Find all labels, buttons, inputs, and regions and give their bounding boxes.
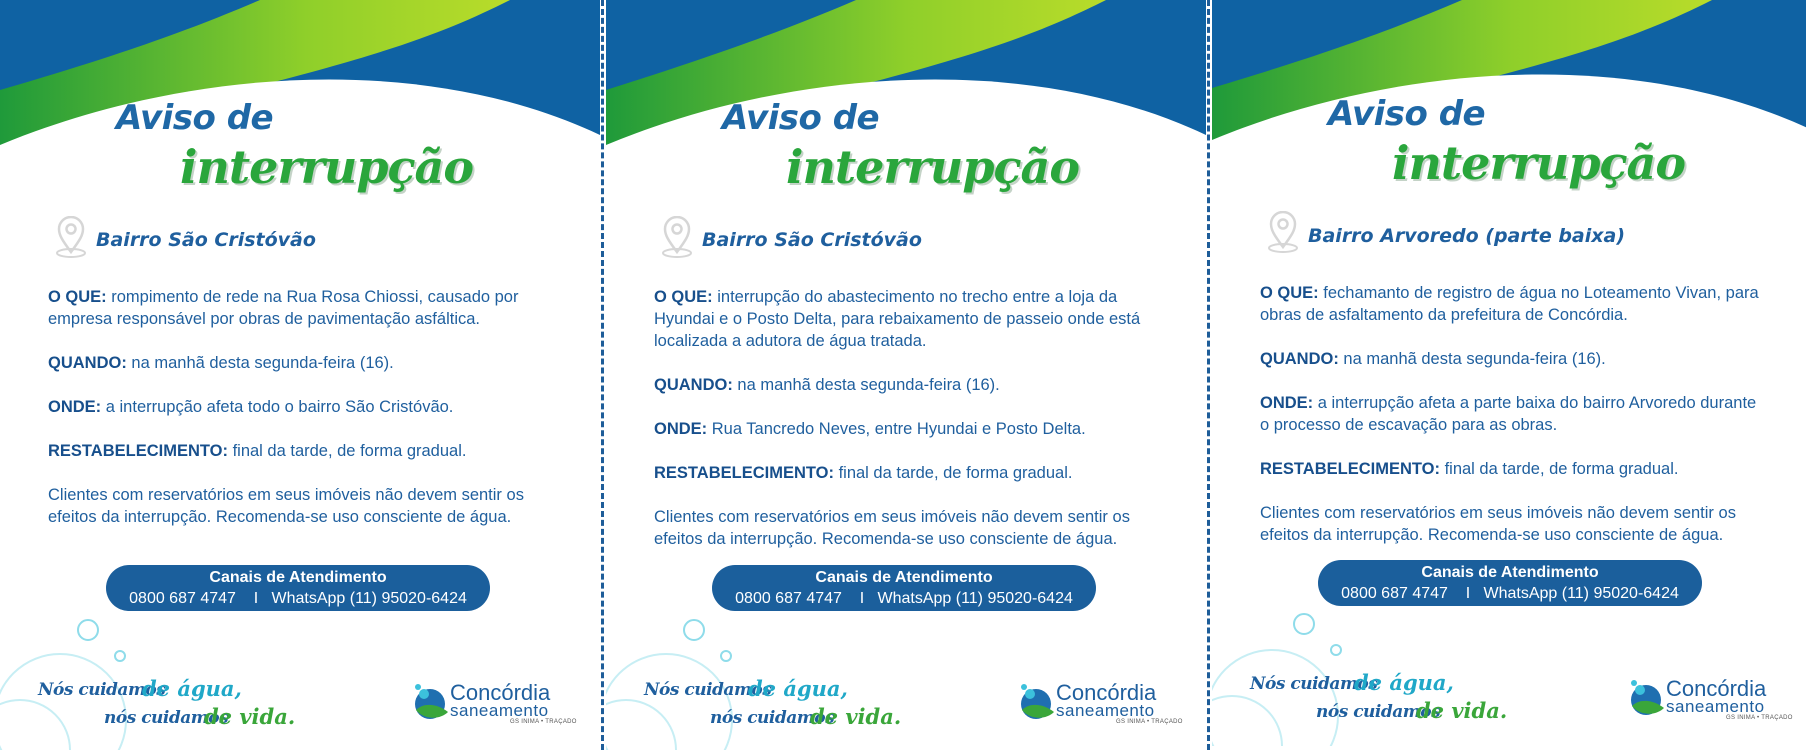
channels-contacts: 0800 687 4747 I WhatsApp (11) 95020-6424: [1341, 585, 1679, 602]
restore-text: final da tarde, de forma gradual.: [833, 464, 1073, 482]
notice-details: [654, 286, 1154, 572]
slogan-part-2: de água,: [142, 676, 242, 701]
where-label: ONDE:: [48, 398, 102, 416]
logo-tagline: GS INIMA • TRAÇADO: [1116, 719, 1183, 725]
slogan-part-3: nós cuidamos: [104, 708, 229, 728]
location-pin-icon: [54, 216, 88, 258]
where-item: [48, 396, 548, 418]
concordia-logo-mark: [1020, 682, 1056, 722]
restore-text: final da tarde, de forma gradual.: [227, 442, 467, 460]
slogan-part-2: de água,: [748, 676, 848, 701]
where-item: [1260, 392, 1760, 436]
where-text: Rua Tancredo Neves, entre Hyundai e Posto Delta.: [707, 420, 1086, 438]
what-item: [1260, 282, 1760, 326]
channels-title: Canais de Atendimento: [815, 569, 993, 586]
logo-subtitle: saneamento: [1056, 701, 1155, 720]
concordia-logo-mark: [414, 682, 450, 722]
slogan-part-1: Nós cuidamos: [38, 680, 166, 700]
what-item: [654, 286, 1154, 352]
logo-name: Concórdia: [450, 680, 551, 705]
slogan-part-3: nós cuidamos: [1316, 702, 1441, 722]
slogan: [644, 676, 944, 742]
location-name: Bairro São Cristóvão: [702, 229, 922, 251]
when-text: na manhã desta segunda-feira (16).: [1338, 350, 1606, 368]
restore-item: [654, 462, 1154, 484]
notice-panel: [0, 0, 600, 750]
title-line-2: interrupção: [180, 140, 474, 194]
logo-tagline: GS INIMA • TRAÇADO: [510, 719, 577, 725]
restore-label: RESTABELECIMENTO:: [1260, 460, 1440, 478]
slogan-part-4: de vida.: [1416, 698, 1508, 723]
when-item: [1260, 348, 1760, 370]
what-text: fechamanto de registro de água no Loteamento Vivan, para obras de asfaltamento da prefeitura de Concórdia.: [1260, 284, 1759, 324]
logo-subtitle: saneamento: [450, 701, 549, 720]
slogan-part-1: Nós cuidamos: [1250, 674, 1378, 694]
title-line-1: Aviso de: [116, 98, 274, 138]
notice-note: Clientes com reservatórios em seus imóveis não devem sentir os efeitos da interrupção. Recomenda-se uso consciente de água.: [1260, 504, 1736, 544]
when-label: QUANDO:: [48, 354, 127, 372]
slogan: [1250, 670, 1550, 736]
notice-note: Clientes com reservatórios em seus imóveis não devem sentir os efeitos da interrupção. Recomenda-se uso consciente de água.: [48, 486, 524, 526]
slogan-part-4: de vida.: [204, 704, 296, 729]
panel-divider: [601, 0, 604, 750]
location-pin-icon: [1266, 211, 1300, 253]
concordia-logo: [414, 680, 577, 728]
where-text: a interrupção afeta todo o bairro São Cristóvão.: [101, 398, 454, 416]
concordia-logo: [1630, 676, 1793, 724]
where-label: ONDE:: [1260, 394, 1314, 412]
channels-contacts: 0800 687 4747 I WhatsApp (11) 95020-6424: [129, 590, 467, 607]
channels-contacts: 0800 687 4747 I WhatsApp (11) 95020-6424: [735, 590, 1073, 607]
when-text: na manhã desta segunda-feira (16).: [126, 354, 394, 372]
logo-tagline: GS INIMA • TRAÇADO: [1726, 715, 1793, 721]
where-item: [654, 418, 1154, 440]
panel-divider: [1207, 0, 1210, 750]
title-line-1: Aviso de: [722, 98, 880, 138]
notice-note: Clientes com reservatórios em seus imóveis não devem sentir os efeitos da interrupção. Recomenda-se uso consciente de água.: [654, 508, 1130, 548]
slogan-part-4: de vida.: [810, 704, 902, 729]
notice-panel: [1212, 0, 1806, 750]
slogan-part-3: nós cuidamos: [710, 708, 835, 728]
notice-panel: [606, 0, 1206, 750]
restore-item: [48, 440, 548, 462]
concordia-logo: [1020, 680, 1183, 728]
slogan: [38, 676, 338, 742]
what-item: [48, 286, 548, 330]
title-line-2: interrupção: [1392, 136, 1686, 190]
where-label: ONDE:: [654, 420, 708, 438]
restore-label: RESTABELECIMENTO:: [48, 442, 228, 460]
restore-text: final da tarde, de forma gradual.: [1439, 460, 1679, 478]
what-text: rompimento de rede na Rua Rosa Chiossi, causado por empresa responsável por obras de pavimentação asfáltica.: [48, 288, 519, 328]
what-label: O QUE:: [1260, 284, 1319, 302]
restore-item: [1260, 458, 1760, 480]
when-item: [48, 352, 548, 374]
location-name: Bairro São Cristóvão: [96, 229, 316, 251]
when-text: na manhã desta segunda-feira (16).: [732, 376, 1000, 394]
when-label: QUANDO:: [1260, 350, 1339, 368]
logo-subtitle: saneamento: [1666, 697, 1765, 716]
when-label: QUANDO:: [654, 376, 733, 394]
header-wave: [606, 0, 1206, 160]
header-wave: [0, 0, 600, 160]
channels-title: Canais de Atendimento: [209, 569, 387, 586]
slogan-part-2: de água,: [1354, 670, 1454, 695]
notice-details: [1260, 282, 1760, 568]
what-text: interrupção do abastecimento no trecho entre a loja da Hyundai e o Posto Delta, para rebaixamento de passeio onde está localizada a adutora de água tratada.: [654, 288, 1141, 350]
logo-name: Concórdia: [1666, 676, 1767, 701]
what-label: O QUE:: [48, 288, 107, 306]
title-line-1: Aviso de: [1328, 94, 1486, 134]
concordia-logo-mark: [1630, 678, 1666, 718]
notice-details: [48, 286, 548, 550]
what-label: O QUE:: [654, 288, 713, 306]
location-pin-icon: [660, 216, 694, 258]
logo-name: Concórdia: [1056, 680, 1157, 705]
title-line-2: interrupção: [786, 140, 1080, 194]
when-item: [654, 374, 1154, 396]
where-text: a interrupção afeta a parte baixa do bairro Arvoredo durante o processo de escavação para as obras.: [1260, 394, 1757, 434]
slogan-part-1: Nós cuidamos: [644, 680, 772, 700]
restore-label: RESTABELECIMENTO:: [654, 464, 834, 482]
location-name: Bairro Arvoredo (parte baixa): [1308, 225, 1626, 247]
channels-title: Canais de Atendimento: [1421, 564, 1599, 581]
